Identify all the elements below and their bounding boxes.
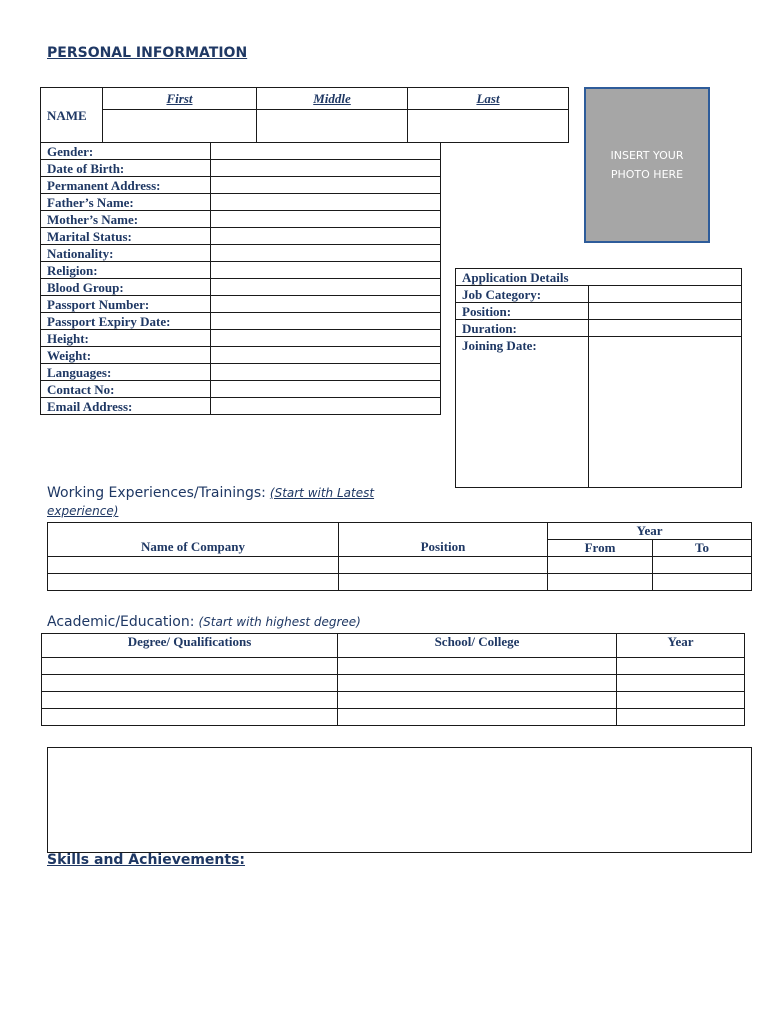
experience-cell[interactable]: [548, 557, 653, 574]
field-value[interactable]: [211, 398, 441, 415]
experience-cell[interactable]: [339, 557, 548, 574]
experience-cell[interactable]: [653, 574, 752, 591]
education-title: Academic/Education:: [47, 614, 195, 630]
experience-title: Working Experiences/Trainings:: [47, 485, 266, 501]
field-value[interactable]: [211, 296, 441, 313]
name-last-field[interactable]: [408, 110, 569, 143]
education-table: [41, 633, 745, 726]
education-heading: [47, 613, 361, 631]
experience-year-header: Year: [548, 523, 752, 540]
field-value[interactable]: [211, 364, 441, 381]
education-cell[interactable]: [338, 692, 617, 709]
education-cell[interactable]: [42, 675, 338, 692]
experience-position-header: Position: [339, 523, 548, 557]
experience-company-header: Name of Company: [48, 523, 339, 557]
field-value[interactable]: [211, 330, 441, 347]
name-first-header: First: [103, 88, 257, 110]
field-label: Gender:: [41, 143, 211, 160]
field-label: Religion:: [41, 262, 211, 279]
experience-table: [47, 522, 752, 591]
field-value[interactable]: [211, 245, 441, 262]
application-field-value[interactable]: [589, 286, 742, 303]
personal-fields-table: [40, 142, 441, 415]
experience-cell[interactable]: [48, 574, 339, 591]
experience-cell[interactable]: [548, 574, 653, 591]
field-value[interactable]: [211, 194, 441, 211]
field-value[interactable]: [211, 228, 441, 245]
education-cell[interactable]: [617, 692, 745, 709]
field-label: Languages:: [41, 364, 211, 381]
field-label: Nationality:: [41, 245, 211, 262]
education-cell[interactable]: [338, 658, 617, 675]
application-details-table: [455, 268, 742, 488]
education-note: (Start with highest degree): [198, 615, 361, 629]
field-value[interactable]: [211, 262, 441, 279]
field-label: Height:: [41, 330, 211, 347]
application-field-label: Duration:: [456, 320, 589, 337]
field-value[interactable]: [211, 381, 441, 398]
education-year-header: Year: [617, 634, 745, 658]
experience-cell[interactable]: [653, 557, 752, 574]
experience-heading: [47, 484, 427, 520]
skills-box[interactable]: [47, 747, 752, 853]
education-cell[interactable]: [617, 675, 745, 692]
application-field-value[interactable]: [589, 337, 742, 488]
education-school-header: School/ College: [338, 634, 617, 658]
education-cell[interactable]: [338, 709, 617, 726]
field-label: Father’s Name:: [41, 194, 211, 211]
application-field-value[interactable]: [589, 320, 742, 337]
name-last-header: Last: [408, 88, 569, 110]
field-label: Weight:: [41, 347, 211, 364]
field-label: Mother’s Name:: [41, 211, 211, 228]
field-label: Email Address:: [41, 398, 211, 415]
field-value[interactable]: [211, 211, 441, 228]
field-value[interactable]: [211, 279, 441, 296]
personal-info-title: PERSONAL INFORMATION: [47, 45, 248, 61]
field-label: Passport Number:: [41, 296, 211, 313]
education-cell[interactable]: [42, 658, 338, 675]
application-field-label: Position:: [456, 303, 589, 320]
field-label: Contact No:: [41, 381, 211, 398]
field-label: Marital Status:: [41, 228, 211, 245]
name-middle-header: Middle: [257, 88, 408, 110]
education-cell[interactable]: [617, 709, 745, 726]
experience-from-header: From: [548, 540, 653, 557]
field-label: Blood Group:: [41, 279, 211, 296]
field-value[interactable]: [211, 143, 441, 160]
education-degree-header: Degree/ Qualifications: [42, 634, 338, 658]
education-cell[interactable]: [42, 692, 338, 709]
experience-note: (Start with Latest experience): [47, 486, 375, 518]
photo-placeholder-text: INSERT YOUR PHOTO HERE: [610, 149, 684, 181]
education-cell[interactable]: [42, 709, 338, 726]
application-field-label: Job Category:: [456, 286, 589, 303]
name-table: [40, 87, 569, 143]
field-label: Permanent Address:: [41, 177, 211, 194]
experience-to-header: To: [653, 540, 752, 557]
name-first-field[interactable]: [103, 110, 257, 143]
field-label: Date of Birth:: [41, 160, 211, 177]
application-details-title: Application Details: [456, 269, 742, 286]
education-cell[interactable]: [617, 658, 745, 675]
application-field-label: Joining Date:: [456, 337, 589, 488]
field-value[interactable]: [211, 160, 441, 177]
application-field-value[interactable]: [589, 303, 742, 320]
education-cell[interactable]: [338, 675, 617, 692]
field-value[interactable]: [211, 177, 441, 194]
field-value[interactable]: [211, 313, 441, 330]
field-value[interactable]: [211, 347, 441, 364]
experience-cell[interactable]: [48, 557, 339, 574]
name-label: NAME: [41, 88, 103, 143]
skills-title: Skills and Achievements:: [47, 852, 245, 868]
experience-cell[interactable]: [339, 574, 548, 591]
photo-placeholder[interactable]: [584, 87, 710, 243]
field-label: Passport Expiry Date:: [41, 313, 211, 330]
name-middle-field[interactable]: [257, 110, 408, 143]
